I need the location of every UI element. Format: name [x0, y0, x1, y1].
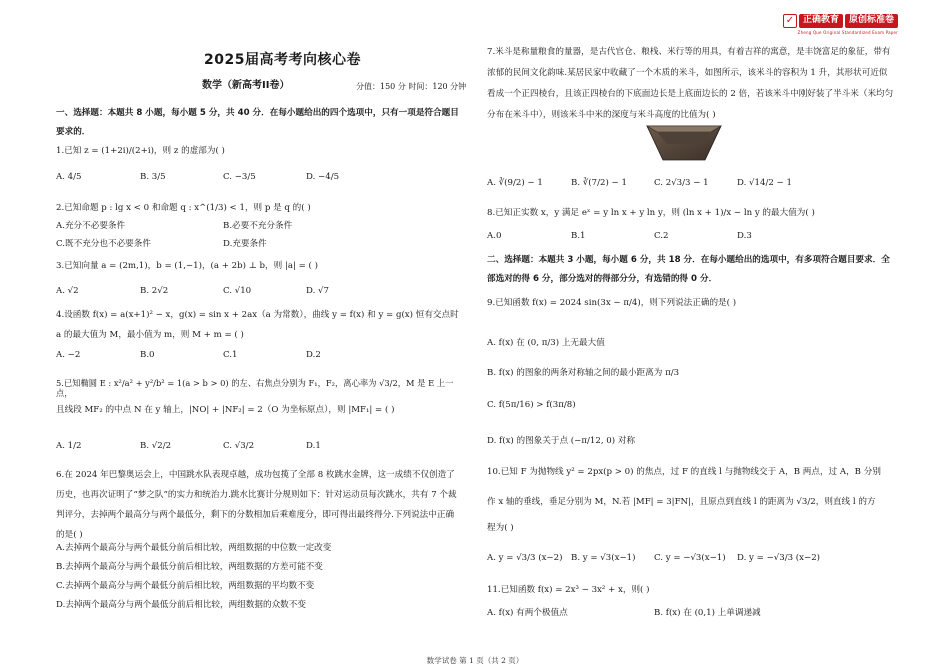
brand-logo [783, 14, 898, 28]
q10-option-b[interactable]: B. y = √3(x−1) [571, 553, 636, 563]
q2-option-c[interactable]: C.既不充分也不必要条件 [56, 239, 151, 249]
q11-option-b[interactable]: B. f(x) 在 (0,1) 上单调递减 [654, 608, 761, 618]
q5-option-d[interactable]: D.1 [306, 441, 321, 451]
q2-option-b[interactable]: B.必要不充分条件 [223, 221, 293, 231]
q3-option-c[interactable]: C. √10 [223, 286, 252, 296]
q8-option-d[interactable]: D.3 [737, 231, 752, 241]
q4-option-d[interactable]: D.2 [306, 350, 321, 360]
paper-subject: 数学（新高考II卷） [202, 80, 290, 91]
q4-stem-line2: a 的最大值为 M，最小值为 m，则 M + m = ( ) [56, 330, 244, 340]
q11-option-a[interactable]: A. f(x) 有两个极值点 [487, 608, 568, 618]
q5-stem-line2: 且线段 MF₂ 的中点 N 在 y 轴上，|NO| + |NF₂| = 2（O 为坐标原点），则 |MF₁| = ( ) [56, 405, 395, 415]
q1-stem: 1.已知 z = (1+2i)/(2+i)，则 z 的虚部为( ) [56, 146, 225, 156]
page-footer: 数学试卷 第 1 页（共 2 页） [426, 656, 524, 665]
q9-stem: 9.已知函数 f(x) = 2024 sin(3x − π/4)，则下列说法正确的是( ) [487, 298, 737, 308]
q3-option-d[interactable]: D. √7 [306, 286, 329, 296]
q3-option-a[interactable]: A. √2 [56, 286, 79, 296]
q7-option-c[interactable]: C. 2√3/3 − 1 [654, 178, 709, 188]
q7-option-d[interactable]: D. √14/2 − 1 [737, 178, 792, 188]
q6-option-d[interactable]: D.去掉两个最高分与两个最低分前后相比较，两组数据的众数不变 [56, 600, 306, 610]
q8-option-c[interactable]: C.2 [654, 231, 669, 241]
q6-option-c[interactable]: C.去掉两个最高分与两个最低分前后相比较，两组数据的平均数不变 [56, 581, 315, 591]
section1-heading: 一、选择题：本题共 8 小题，每小题 5 分，共 40 分．在每小题给出的四个选项中，只有一项是符合题目要求的． [56, 108, 459, 137]
q3-stem: 3.已知向量 a = (2m,1)，b = (1,−1)，(a + 2b) ⊥ b，则 |a| = ( ) [56, 261, 318, 271]
q9-option-b[interactable]: B. f(x) 的图象的两条对称轴之间的最小距离为 π/3 [487, 368, 680, 378]
logo-subtitle: Zheng Que Original Standardized Exam Paper [797, 30, 898, 35]
q10-stem-line2: 作 x 轴的垂线，垂足分别为 M，N.若 |MF| = 3|FN|，且原点到直线 l 的距离为 √3/2，则直线 l 的方 [487, 497, 876, 507]
q1-option-d[interactable]: D. −4/5 [306, 172, 340, 182]
q5-option-b[interactable]: B. √2/2 [140, 441, 172, 451]
q2-stem: 2.已知命题 p : lg x < 0 和命题 q : x^(1/3) < 1，则 p 是 q 的( ) [56, 203, 311, 213]
paper-meta: 分值：150 分 时间：120 分钟 [356, 82, 467, 91]
q1-option-b[interactable]: B. 3/5 [140, 172, 166, 182]
q2-option-d[interactable]: D.充要条件 [223, 239, 267, 249]
q5-option-a[interactable]: A. 1/2 [56, 441, 82, 451]
q2-option-a[interactable]: A.充分不必要条件 [56, 221, 126, 231]
q9-option-d[interactable]: D. f(x) 的图象关于点 (−π/12, 0) 对称 [487, 436, 636, 446]
q10-stem-line3: 程为( ) [487, 523, 514, 533]
q1-option-c[interactable]: C. −3/5 [223, 172, 256, 182]
q7-stem: 7.米斗是称量粮食的量器，是古代官仓、粮栈、米行等的用具，有着吉祥的寓意，是丰饶富足的象征，带有浓郁的民间文化韵味.某居民家中收藏了一个木质的米斗，如图所示，该米斗的容积为 1 升，其形状可近似看成一个正四棱台，且该正四棱台的下底面边长是上底面边长的 2 倍，若该米斗中刚好装了半斗米（米均匀分布在米斗中），则该米斗中米的深度与米斗高度的比值为( ) [487, 47, 894, 120]
q7-option-b[interactable]: B. ∛(7/2) − 1 [571, 178, 627, 188]
q11-stem: 11.已知函数 f(x) = 2x³ − 3x² + x，则( ) [487, 585, 650, 595]
q8-option-b[interactable]: B.1 [571, 231, 586, 241]
q9-option-c[interactable]: C. f(5π/16) > f(3π/8) [487, 400, 576, 410]
q5-option-c[interactable]: C. √3/2 [223, 441, 255, 451]
q4-stem-line1: 4.设函数 f(x) = a(x+1)² − x，g(x) = sin x + 2ax（a 为常数），曲线 y = f(x) 和 y = g(x) 恒有交点时 [56, 310, 459, 320]
q10-option-a[interactable]: A. y = √3/3 (x−2) [487, 553, 563, 563]
section2-heading: 二、选择题：本题共 3 小题，每小题 6 分，共 18 分．在每小题给出的选项中，有多项符合题目要求．全部选对的得 6 分，部分选对的得部分分，有选错的得 0 分． [487, 255, 890, 284]
q10-option-c[interactable]: C. y = −√3(x−1) [654, 553, 726, 563]
q8-stem: 8.已知正实数 x，y 满足 eˣ = y ln x + y ln y，则 (ln x + 1)/x − ln y 的最大值为( ) [487, 208, 815, 218]
q10-stem-line1: 10.已知 F 为抛物线 y² = 2px(p > 0) 的焦点，过 F 的直线 l 与抛物线交于 A，B 两点，过 A，B 分别 [487, 467, 881, 477]
checkmark-icon: ✓ [783, 14, 797, 28]
logo-text-series: 原创标准卷 [845, 14, 898, 27]
q3-option-b[interactable]: B. 2√2 [140, 286, 169, 296]
q4-option-b[interactable]: B.0 [140, 350, 155, 360]
rice-measure-figure [645, 118, 723, 164]
logo-text-brand: 正确教育 [799, 14, 843, 27]
q1-option-a[interactable]: A. 4/5 [56, 172, 82, 182]
q8-option-a[interactable]: A.0 [487, 231, 502, 241]
q10-option-d[interactable]: D. y = −√3/3 (x−2) [737, 553, 821, 563]
q7-option-a[interactable]: A. ∛(9/2) − 1 [487, 178, 543, 188]
q9-option-a[interactable]: A. f(x) 在 (0, π/3) 上无最大值 [487, 338, 605, 348]
paper-title: 2025届高考考向核心卷 [204, 52, 361, 68]
q5-stem-line1: 5.已知椭圆 E : x²/a² + y²/b² = 1(a > b > 0) 的左、右焦点分别为 F₁，F₂，离心率为 √3/2，M 是 E 上一点， [56, 378, 454, 399]
q4-option-c[interactable]: C.1 [223, 350, 238, 360]
q6-option-b[interactable]: B.去掉两个最高分与两个最低分前后相比较，两组数据的方差可能不变 [56, 562, 323, 572]
q4-option-a[interactable]: A. −2 [56, 350, 81, 360]
q6-stem: 6.在 2024 年巴黎奥运会上，中国跳水队表现卓越，成功包揽了全部 8 枚跳水金牌，这一成绩不仅创造了历史，也再次证明了“梦之队”的实力和统治力.跳水比赛计分规则如下：针对运动员每次跳水，共有 7 个裁判评分，去掉两个最高分与两个最低分，剩下的分数相加后乘难度分，即可得出最终得分.下列说法中正确的是( ) [56, 470, 457, 540]
q6-option-a[interactable]: A.去掉两个最高分与两个最低分前后相比较，两组数据的中位数一定改变 [56, 543, 332, 553]
